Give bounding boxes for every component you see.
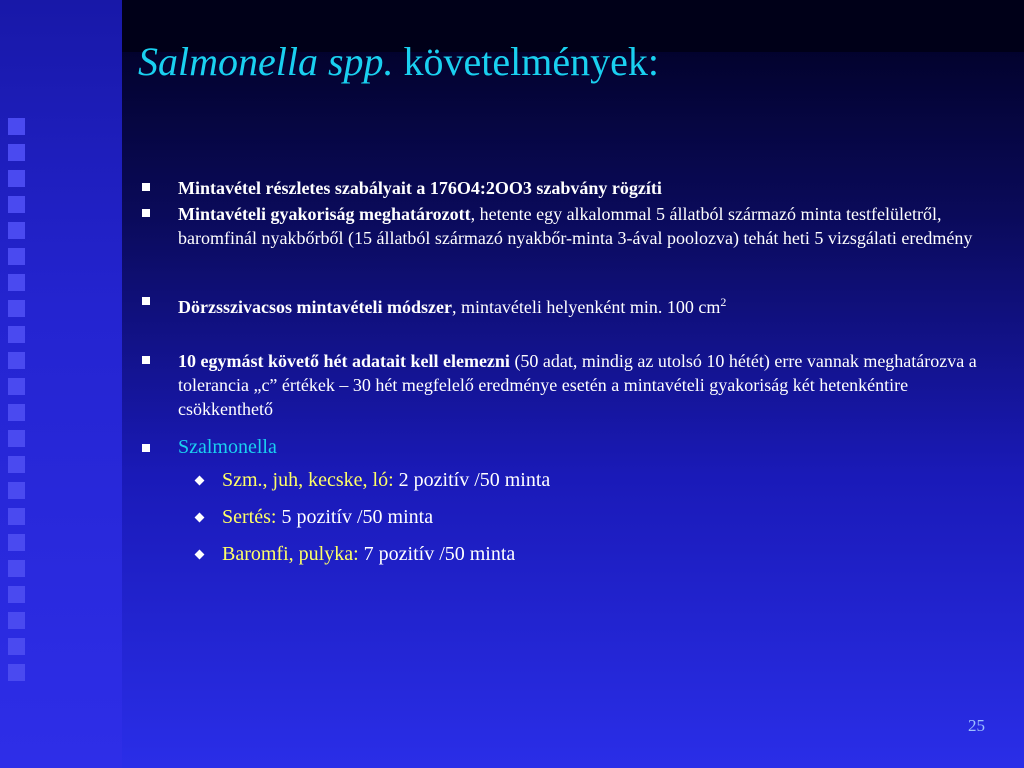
sub-item <box>140 541 980 567</box>
left-decor-band <box>0 0 122 768</box>
square-bullet-icon <box>142 209 150 217</box>
slide-content <box>140 176 980 567</box>
bullet-bold: Dörzsszivacsos mintavételi módszer <box>178 297 452 317</box>
bullet-text: (50 adat, mindig az utolsó 10 hétét) erre vannak meghatározva a tolerancia „c” értékek – 30 hét megfelelő eredménye esetén a mintavételi gyakoriság két hetenkéntire csökkenthető <box>178 351 977 419</box>
diamond-bullet-icon <box>195 550 205 560</box>
bullet-bold: Mintavételi gyakoriság meghatározott <box>178 204 471 224</box>
sub-item-value: 2 pozitív /50 minta <box>393 469 551 491</box>
sub-item-label: Baromfi, pulyka: <box>222 543 359 565</box>
diamond-bullet-icon <box>195 476 205 486</box>
square-bullet-icon <box>142 297 150 305</box>
bullet-text: , hetente egy alkalommal 5 állatból származó minta testfelületről, baromfinál nyakbőrből (15 állatból származó nyakbőr-minta 3-ával poolozva) tehát heti 5 vizsgálati eredmény <box>178 204 973 248</box>
sub-item-label: Sertés: <box>222 506 277 528</box>
bullet-item <box>140 202 980 250</box>
sub-item-value: 5 pozitív /50 minta <box>276 506 434 528</box>
square-bullet-icon <box>142 183 150 191</box>
bullet-bold: 10 egymást követő hét adatait kell elemezni <box>178 351 510 371</box>
title-rest: követelmények: <box>393 39 660 84</box>
page-number: 25 <box>968 716 985 735</box>
square-bullet-icon <box>142 356 150 364</box>
bullet-superscript: 2 <box>720 295 727 309</box>
bullet-bold: Mintavétel részletes szabályait a 176O4:2OO3 szabvány rögzíti <box>178 178 662 198</box>
sub-item <box>140 467 980 493</box>
bullet-item <box>140 290 980 319</box>
salmonella-label: Szalmonella <box>178 436 277 458</box>
decor-squares <box>8 118 26 690</box>
title-italic: Salmonella spp. <box>138 39 394 84</box>
sub-item-value: 7 pozitív /50 minta <box>358 543 516 565</box>
salmonella-heading <box>140 435 980 459</box>
bullet-item <box>140 176 980 200</box>
diamond-bullet-icon <box>195 513 205 523</box>
slide-title <box>138 38 659 85</box>
bullet-item <box>140 349 980 421</box>
bullet-text: , mintavételi helyenként min. 100 cm <box>451 297 721 317</box>
sub-item <box>140 504 980 530</box>
square-bullet-icon <box>142 444 150 452</box>
sub-item-label: Szm., juh, kecske, ló: <box>222 469 394 491</box>
